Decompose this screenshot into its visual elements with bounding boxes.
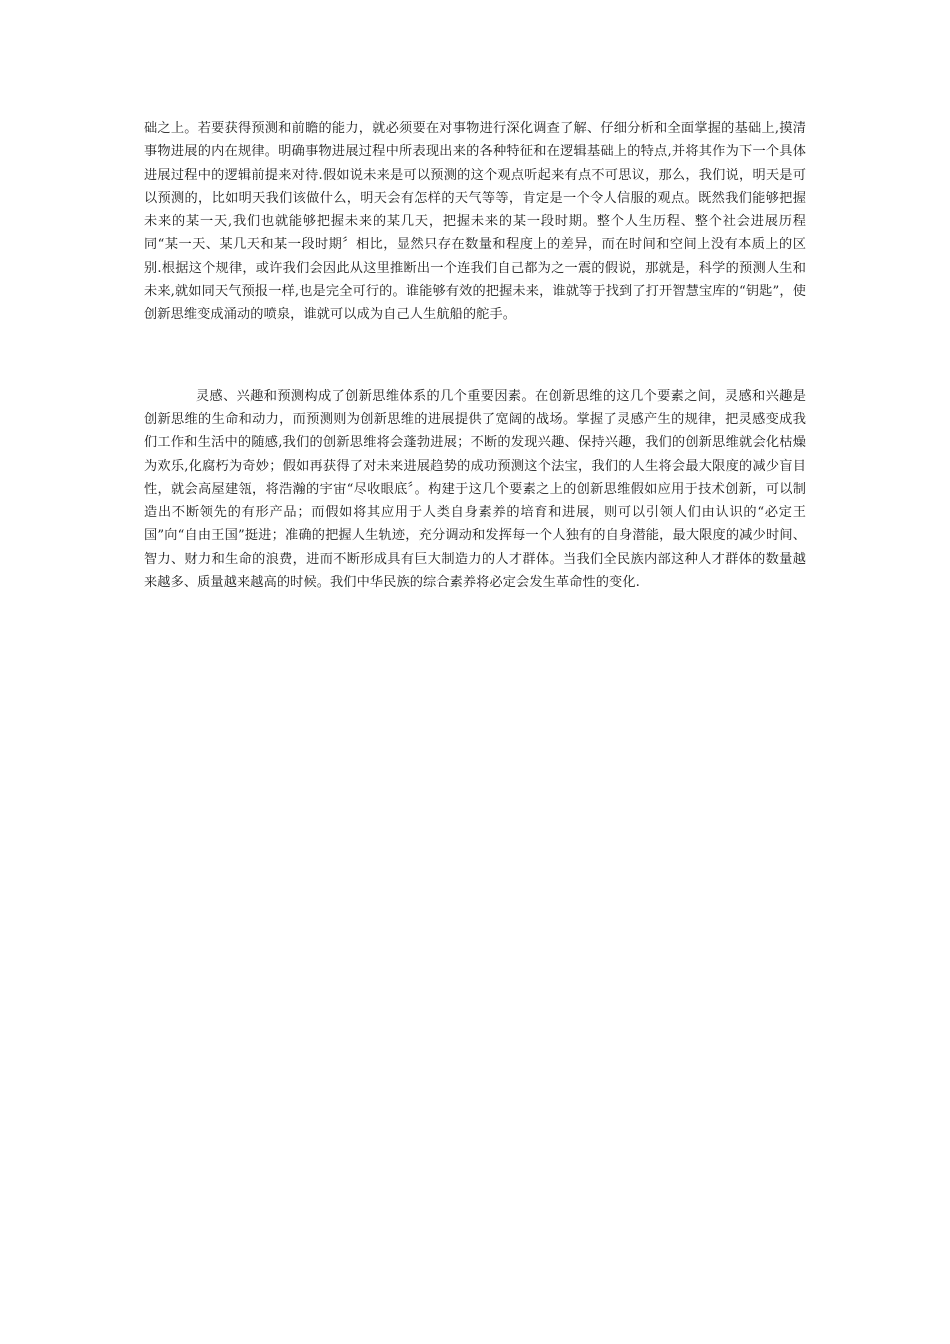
paragraph-innovation-elements: 灵感、兴趣和预测构成了创新思维体系的几个重要因素。在创新思维的这几个要素之间，灵感和兴趣是创新思维的生命和动力，而预测则为创新思维的进展提供了宽阔的战场。掌握了灵感产生的规律，把灵感变成我们工作和生活中的随感,我们的创新思维将会蓬勃进展；不断的发现兴趣、保持兴趣，我们的创新思维就会化枯燥为欢乐,化腐朽为奇妙；假如再获得了对未来进展趋势的成功预测这个法宝，我们的人生将会最大限度的减少盲目性，就会高屋建瓴，将浩瀚的宇宙“尽收眼底〞。构建于这几个要素之上的创新思维假如应用于技术创新，可以制造出不断领先的有形产品；而假如将其应用于人类自身素养的培育和进展，则可以引领人们由认识的“必定王国”向“自由王国”挺进；准确的把握人生轨迹，充分调动和发挥每一个人独有的自身潜能，最大限度的减少时间、智力、财力和生命的浪费，进而不断形成具有巨大制造力的人才群体。当我们全民族内部这种人才群体的数量越来越多、质量越来越高的时候。我们中华民族的综合素养将必定会发生革命性的变化. xyxy=(144,388,806,591)
paragraph-prediction: 础之上。若要获得预测和前瞻的能力，就必须要在对事物进行深化调查了解、仔细分析和全面掌握的基础上,摸清事物进展的内在规律。明确事物进展过程中所表现出来的各种特征和在逻辑基础上的特点,并将其作为下一个具体进展过程中的逻辑前提来对待.假如说未来是可以预测的这个观点听起来有点不可思议，那么，我们说，明天是可以预测的，比如明天我们该做什么，明天会有怎样的天气等等，肯定是一个令人信服的观点。既然我们能够把握未来的某一天,我们也就能够把握未来的某几天，把握未来的某一段时期。整个人生历程、整个社会进展历程同“某一天、某几天和某一段时期〞相比，显然只存在数量和程度上的差异，而在时间和空间上没有本质上的区别.根据这个规律，或许我们会因此从这里推断出一个连我们自己都为之一震的假说，那就是，科学的预测人生和未来,就如同天气预报一样,也是完全可行的。谁能够有效的把握未来，谁就等于找到了打开智慧宝库的“钥匙”，使创新思维变成涌动的喷泉，谁就可以成为自己人生航船的舵手。 xyxy=(144,121,806,323)
document-body xyxy=(144,117,806,594)
paragraph-spacer xyxy=(144,327,806,385)
